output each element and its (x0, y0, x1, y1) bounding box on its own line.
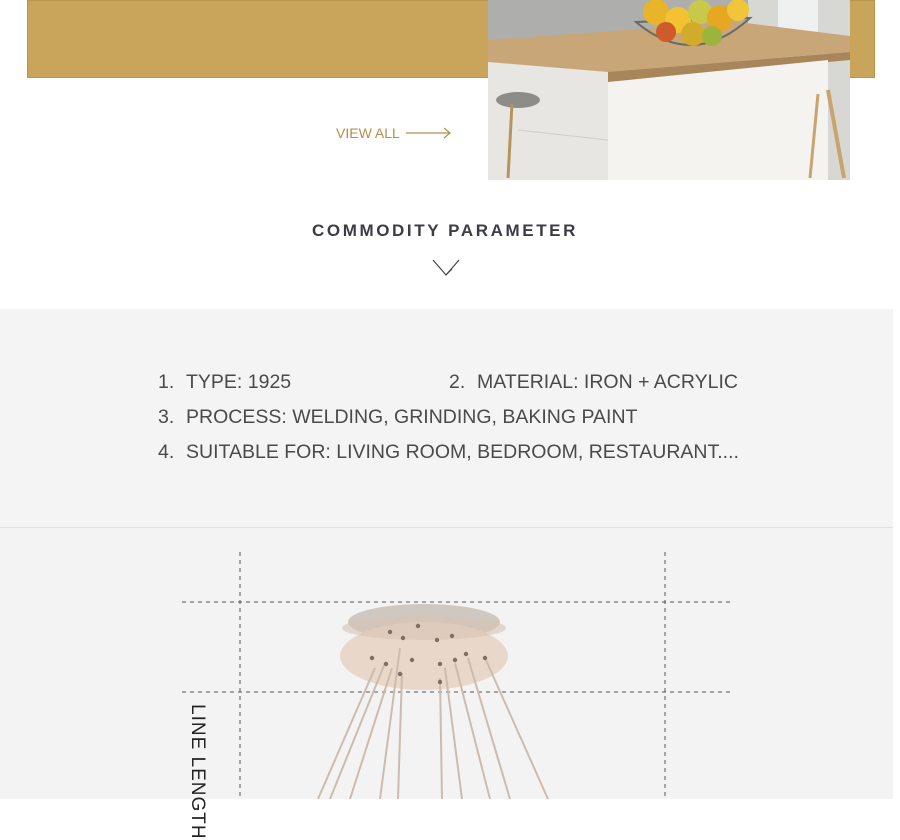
parameter-number: 2. (449, 371, 466, 393)
line-length-label: LINE LENGTH (187, 704, 208, 840)
parameter-text: TYPE: 1925 (186, 371, 292, 393)
parameter-item (158, 406, 637, 429)
view-all-label: VIEW ALL (336, 125, 400, 141)
parameter-text: MATERIAL: IRON + ACRYLIC (477, 371, 738, 393)
parameter-item (158, 371, 291, 394)
dimension-diagram (0, 528, 893, 799)
parameter-number: 4. (158, 441, 175, 463)
parameter-item (449, 371, 738, 394)
parameter-text: PROCESS: WELDING, GRINDING, BAKING PAINT (186, 406, 638, 428)
arrow-right-icon (406, 127, 452, 139)
section-title: COMMODITY PARAMETER (312, 221, 578, 240)
parameter-number: 3. (158, 406, 175, 428)
kitchen-island-photo (488, 0, 850, 180)
chevron-down-icon (432, 258, 460, 278)
parameter-item (158, 441, 739, 464)
chandelier-drawing (0, 528, 893, 799)
parameter-number: 1. (158, 371, 175, 393)
parameters-panel (0, 309, 893, 528)
view-all-link[interactable] (336, 125, 452, 141)
parameter-text: SUITABLE FOR: LIVING ROOM, BEDROOM, RESTAURANT.... (186, 441, 739, 463)
